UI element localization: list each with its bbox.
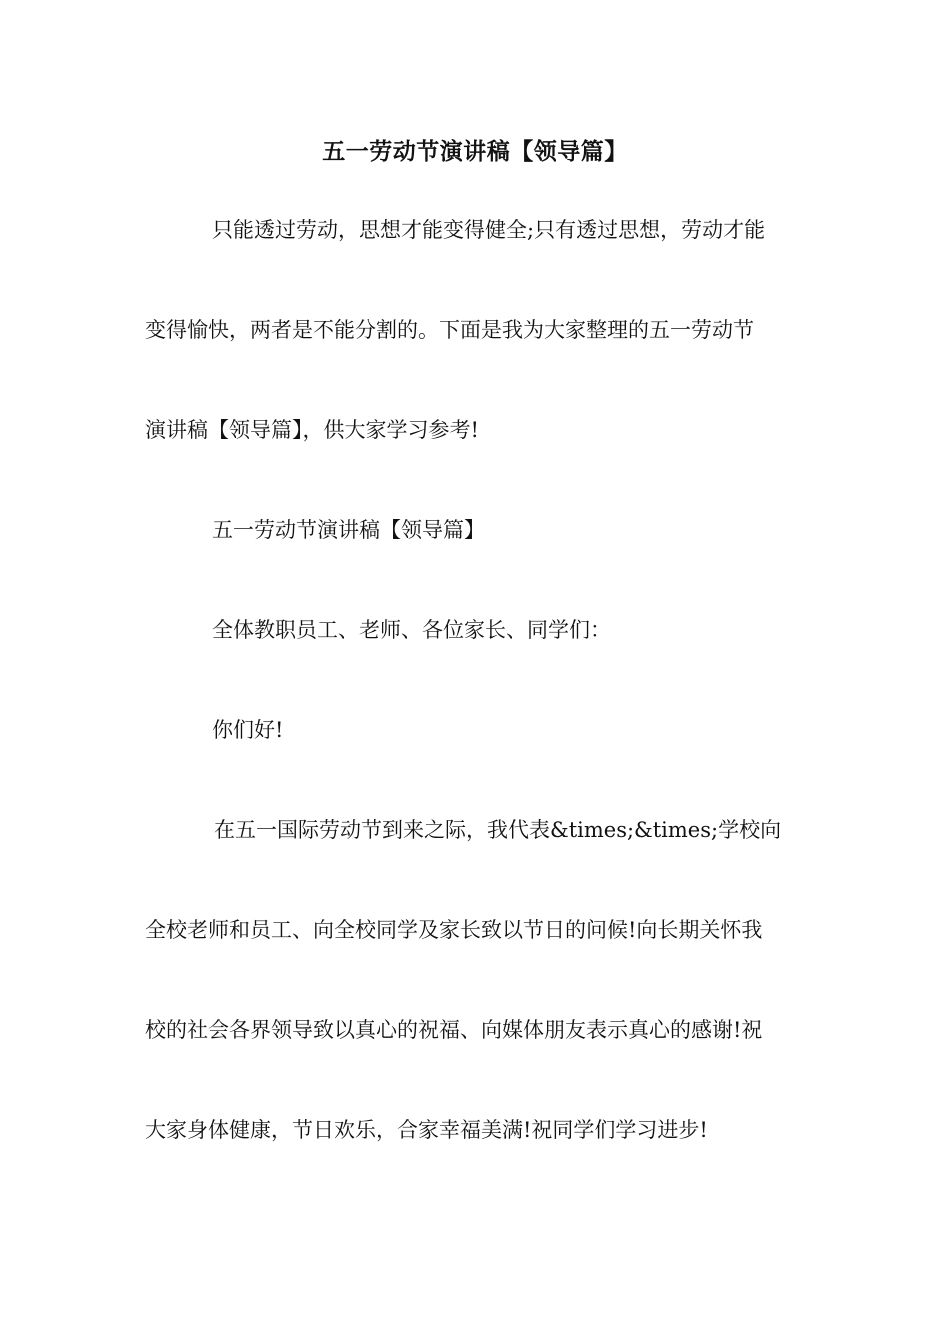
intro-line-1: 只能透过劳动，思想才能变得健全;只有透过思想，劳动才能 xyxy=(212,218,766,242)
salutation: 全体教职员工、老师、各位家长、同学们： xyxy=(212,618,611,642)
section-heading: 五一劳动节演讲稿【领导篇】 xyxy=(212,518,485,542)
body-line-1: 在五一国际劳动节到来之际，我代表&times;&times;学校向 xyxy=(214,818,782,842)
body-line-4: 大家身体健康，节日欢乐，合家幸福美满!祝同学们学习进步! xyxy=(145,1118,708,1142)
intro-line-2: 变得愉快，两者是不能分割的。下面是我为大家整理的五一劳动节 xyxy=(145,318,754,342)
greeting: 你们好! xyxy=(212,718,284,742)
intro-line-3: 演讲稿【领导篇】，供大家学习参考! xyxy=(145,418,479,442)
document-title: 五一劳动节演讲稿【领导篇】 xyxy=(322,139,628,165)
body-line-2: 全校老师和员工、向全校同学及家长致以节日的问候!向长期关怀我 xyxy=(145,918,763,942)
body-line-3: 校的社会各界领导致以真心的祝福、向媒体朋友表示真心的感谢!祝 xyxy=(145,1018,763,1042)
